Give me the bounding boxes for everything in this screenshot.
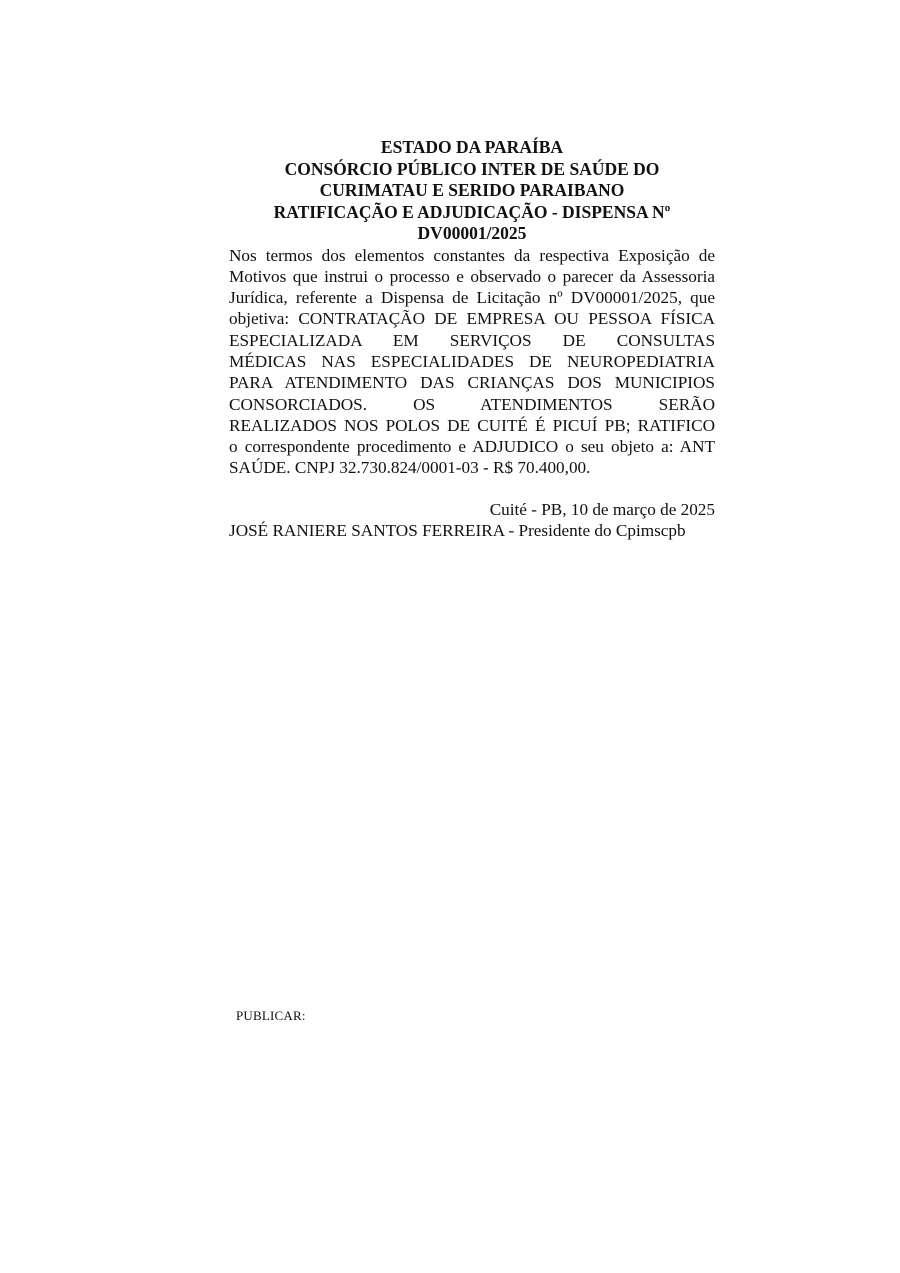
heading-consortium: CONSÓRCIO PÚBLICO INTER DE SAÚDE DO xyxy=(284,158,660,179)
publish-label: PUBLICAR: xyxy=(236,1008,306,1023)
body-line: objetiva: CONTRATAÇÃO DE EMPRESA OU PESSOA FÍSICA xyxy=(229,309,715,329)
body-line: PARA ATENDIMENTO DAS CRIANÇAS DOS MUNICIPIOS xyxy=(229,373,715,393)
heading-act-title: RATIFICAÇÃO E ADJUDICAÇÃO - DISPENSA Nº xyxy=(273,201,671,222)
heading-consortium-region: CURIMATAU E SERIDO PARAIBANO xyxy=(319,180,625,200)
document-heading xyxy=(229,137,715,245)
body-line: MÉDICAS NAS ESPECIALIDADES DE NEUROPEDIATRIA xyxy=(229,351,715,371)
body-line: o correspondente procedimento e ADJUDICO o seu objeto a: ANT xyxy=(229,437,715,457)
body-line: ESPECIALIZADA EM SERVIÇOS DE CONSULTAS xyxy=(229,330,715,350)
body-line: Nos termos dos elementos constantes da respectiva Exposição de xyxy=(229,245,715,265)
body-line: SAÚDE. CNPJ 32.730.824/0001-03 - R$ 70.400,00. xyxy=(229,458,591,478)
body-line: CONSORCIADOS. OS ATENDIMENTOS SERÃO xyxy=(229,394,715,414)
ratification-text xyxy=(229,245,715,479)
body-line: Jurídica, referente a Dispensa de Licitação nº DV00001/2025, que xyxy=(229,288,715,308)
document-block xyxy=(229,137,715,541)
place-date: Cuité - PB, 10 de março de 2025 xyxy=(489,499,715,519)
signature-line: JOSÉ RANIERE SANTOS FERREIRA - Presidente do Cpimscpb xyxy=(229,521,686,541)
body-line: REALIZADOS NOS POLOS DE CUITÉ É PICUÍ PB; RATIFICO xyxy=(229,415,715,435)
heading-state: ESTADO DA PARAÍBA xyxy=(380,137,564,157)
heading-act-number: DV00001/2025 xyxy=(417,223,527,243)
body-line: Motivos que instrui o processo e observado o parecer da Assessoria xyxy=(229,266,715,286)
